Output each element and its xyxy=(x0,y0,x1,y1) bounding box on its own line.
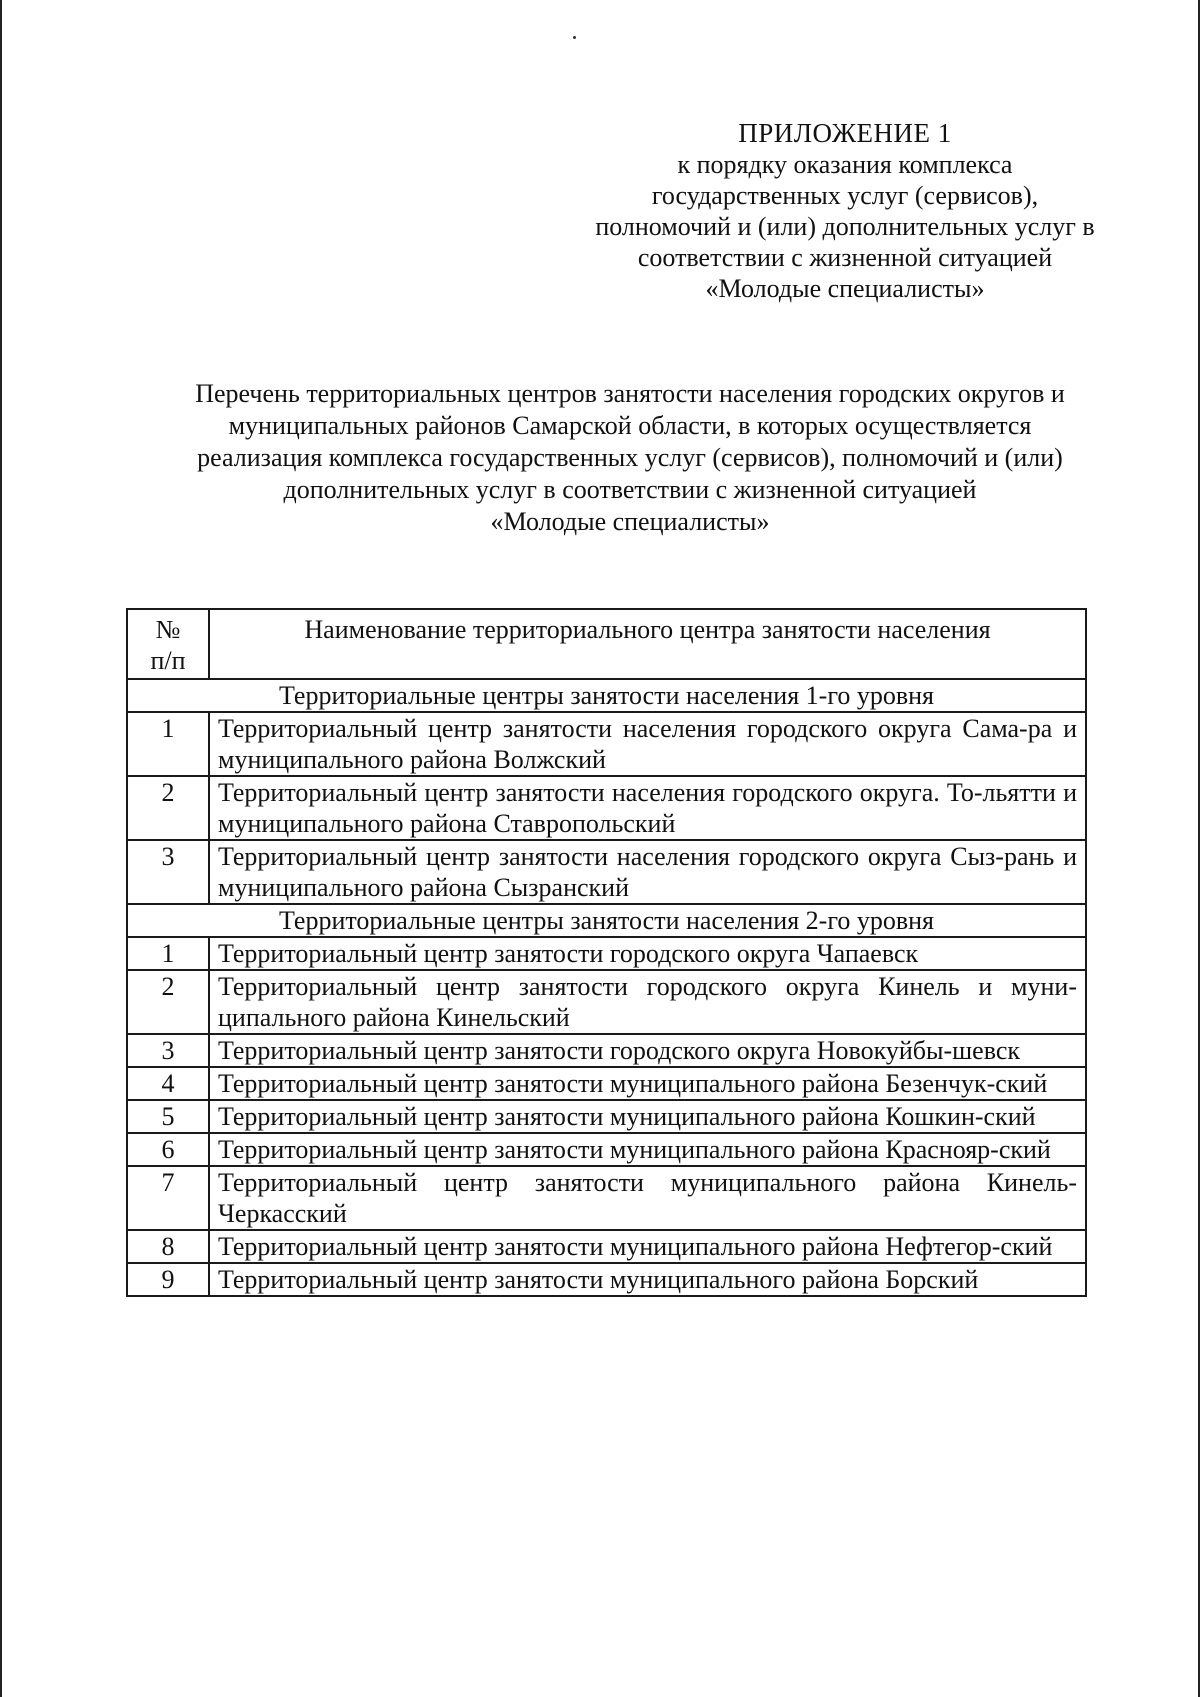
row-number: 6 xyxy=(127,1133,209,1166)
document-title-line: «Молодые специалисты» xyxy=(490,507,770,536)
appendix-line: соответствии с жизненной ситуацией xyxy=(637,243,1053,272)
row-number: 3 xyxy=(127,840,209,904)
row-name: Территориальный центр занятости городского округа Новокуйбы-шевск xyxy=(209,1034,1086,1067)
row-name: Территориальный центр занятости муниципального района Краснояр-ский xyxy=(209,1133,1086,1166)
row-name: Территориальный центр занятости муниципального района Борский xyxy=(209,1263,1086,1296)
table-row xyxy=(127,1034,1086,1067)
appendix-block xyxy=(560,118,1130,304)
table-row xyxy=(127,1133,1086,1166)
row-name: Территориальный центр занятости населения городского округа Сама-ра и муниципального района Волжский xyxy=(209,712,1086,776)
table-row xyxy=(127,776,1086,840)
table-row xyxy=(127,712,1086,776)
table-row xyxy=(127,1067,1086,1100)
centers-table xyxy=(126,608,1087,1297)
row-name: Территориальный центр занятости городского округа Кинель и муни-ципального района Кинельский xyxy=(209,970,1086,1034)
row-name: Территориальный центр занятости населения городского округа Сыз-рань и муниципального района Сызранский xyxy=(209,840,1086,904)
row-number: 7 xyxy=(127,1166,209,1230)
row-number: 1 xyxy=(127,712,209,776)
document-title-line: реализация комплекса государственных услуг (сервисов), полномочий и (или) xyxy=(197,443,1063,472)
table-row xyxy=(127,1263,1086,1296)
group-row xyxy=(127,679,1086,712)
appendix-line: полномочий и (или) дополнительных услуг в xyxy=(595,212,1095,241)
group-row xyxy=(127,904,1086,937)
row-number: 2 xyxy=(127,776,209,840)
row-name: Территориальный центр занятости муниципального района Кинель-Черкасский xyxy=(209,1166,1086,1230)
row-name: Территориальный центр занятости городского округа Чапаевск xyxy=(209,937,1086,970)
row-name: Территориальный центр занятости муниципального района Кошкин-ский xyxy=(209,1100,1086,1133)
row-number: 4 xyxy=(127,1067,209,1100)
table-row xyxy=(127,1100,1086,1133)
document-title-line: Перечень территориальных центров занятости населения городских округов и xyxy=(195,379,1065,408)
table-row xyxy=(127,1166,1086,1230)
table-row xyxy=(127,970,1086,1034)
appendix-line: к порядку оказания комплекса xyxy=(677,150,1013,179)
table-row xyxy=(127,937,1086,970)
row-number: 9 xyxy=(127,1263,209,1296)
document-title-line: дополнительных услуг в соответствии с жизненной ситуацией xyxy=(283,475,977,504)
table-row xyxy=(127,1230,1086,1263)
row-number: 2 xyxy=(127,970,209,1034)
row-name: Территориальный центр занятости муниципального района Нефтегор-ский xyxy=(209,1230,1086,1263)
row-name: Территориальный центр занятости населения городского округа. То-льятти и муниципального района Ставропольский xyxy=(209,776,1086,840)
group-title: Территориальные центры занятости населения 1-го уровня xyxy=(127,679,1086,712)
appendix-line: «Молодые специалисты» xyxy=(705,274,985,303)
row-number: 5 xyxy=(127,1100,209,1133)
header-name: Наименование территориального центра занятости населения xyxy=(209,609,1086,679)
page-edge-left xyxy=(0,0,2,1697)
header-num-abbr: п/п xyxy=(150,646,186,675)
appendix-line: государственных услуг (сервисов), xyxy=(651,181,1039,210)
document-title-line: муниципальных районов Самарской области, в которых осуществляется xyxy=(228,411,1032,440)
document-title xyxy=(140,378,1120,538)
table-row xyxy=(127,840,1086,904)
row-number: 3 xyxy=(127,1034,209,1067)
row-name: Территориальный центр занятости муниципального района Безенчук-ский xyxy=(209,1067,1086,1100)
scan-speck xyxy=(573,36,576,39)
appendix-title: ПРИЛОЖЕНИЕ 1 xyxy=(738,118,952,148)
row-number: 8 xyxy=(127,1230,209,1263)
table-header-row xyxy=(127,609,1086,679)
group-title: Территориальные центры занятости населения 2-го уровня xyxy=(127,904,1086,937)
row-number: 1 xyxy=(127,937,209,970)
header-num xyxy=(127,609,209,679)
header-num-symbol: № xyxy=(155,615,181,644)
